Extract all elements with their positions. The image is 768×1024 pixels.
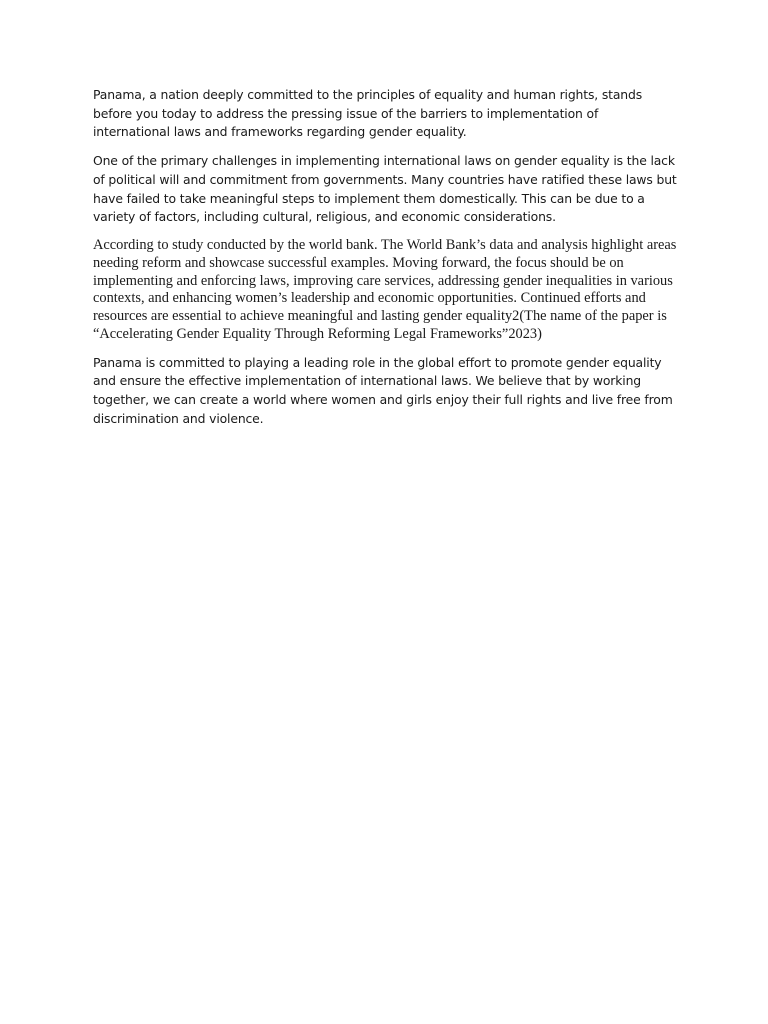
paragraph-world-bank-study: According to study conducted by the world bank. The World Bank’s data and analysis highlight areas needing reform and showcase successful examples. Moving forward, the focus should be on implementing and enforcing laws, improving care services, addressing gender inequalities in various contexts, and enhancing women’s leadership and economic opportunities. Continued efforts and resources are essential to achieve meaningful and lasting gender equality2(The name of the paper is “Accelerating Gender Equality Through Reforming Legal Frameworks”2023)	[93, 236, 677, 342]
paragraph-introduction: Panama, a nation deeply committed to the principles of equality and human rights, stands before you today to address the pressing issue of the barriers to implementation of international laws and frameworks regarding gender equality.	[93, 87, 643, 140]
paragraph-challenges: One of the primary challenges in implementing international laws on gender equality is the lack of political will and commitment from governments. Many countries have ratified these laws but have failed to take meaningful steps to implement them domestically. This can be due to a variety of factors, including cultural, religious, and economic considerations.	[93, 153, 677, 225]
document-body	[93, 86, 677, 438]
paragraph-commitment: Panama is committed to playing a leading role in the global effort to promote gender equality and ensure the effective implementation of international laws. We believe that by working together, we can create a world where women and girls enjoy their full rights and live free from discrimination and violence.	[93, 354, 673, 426]
